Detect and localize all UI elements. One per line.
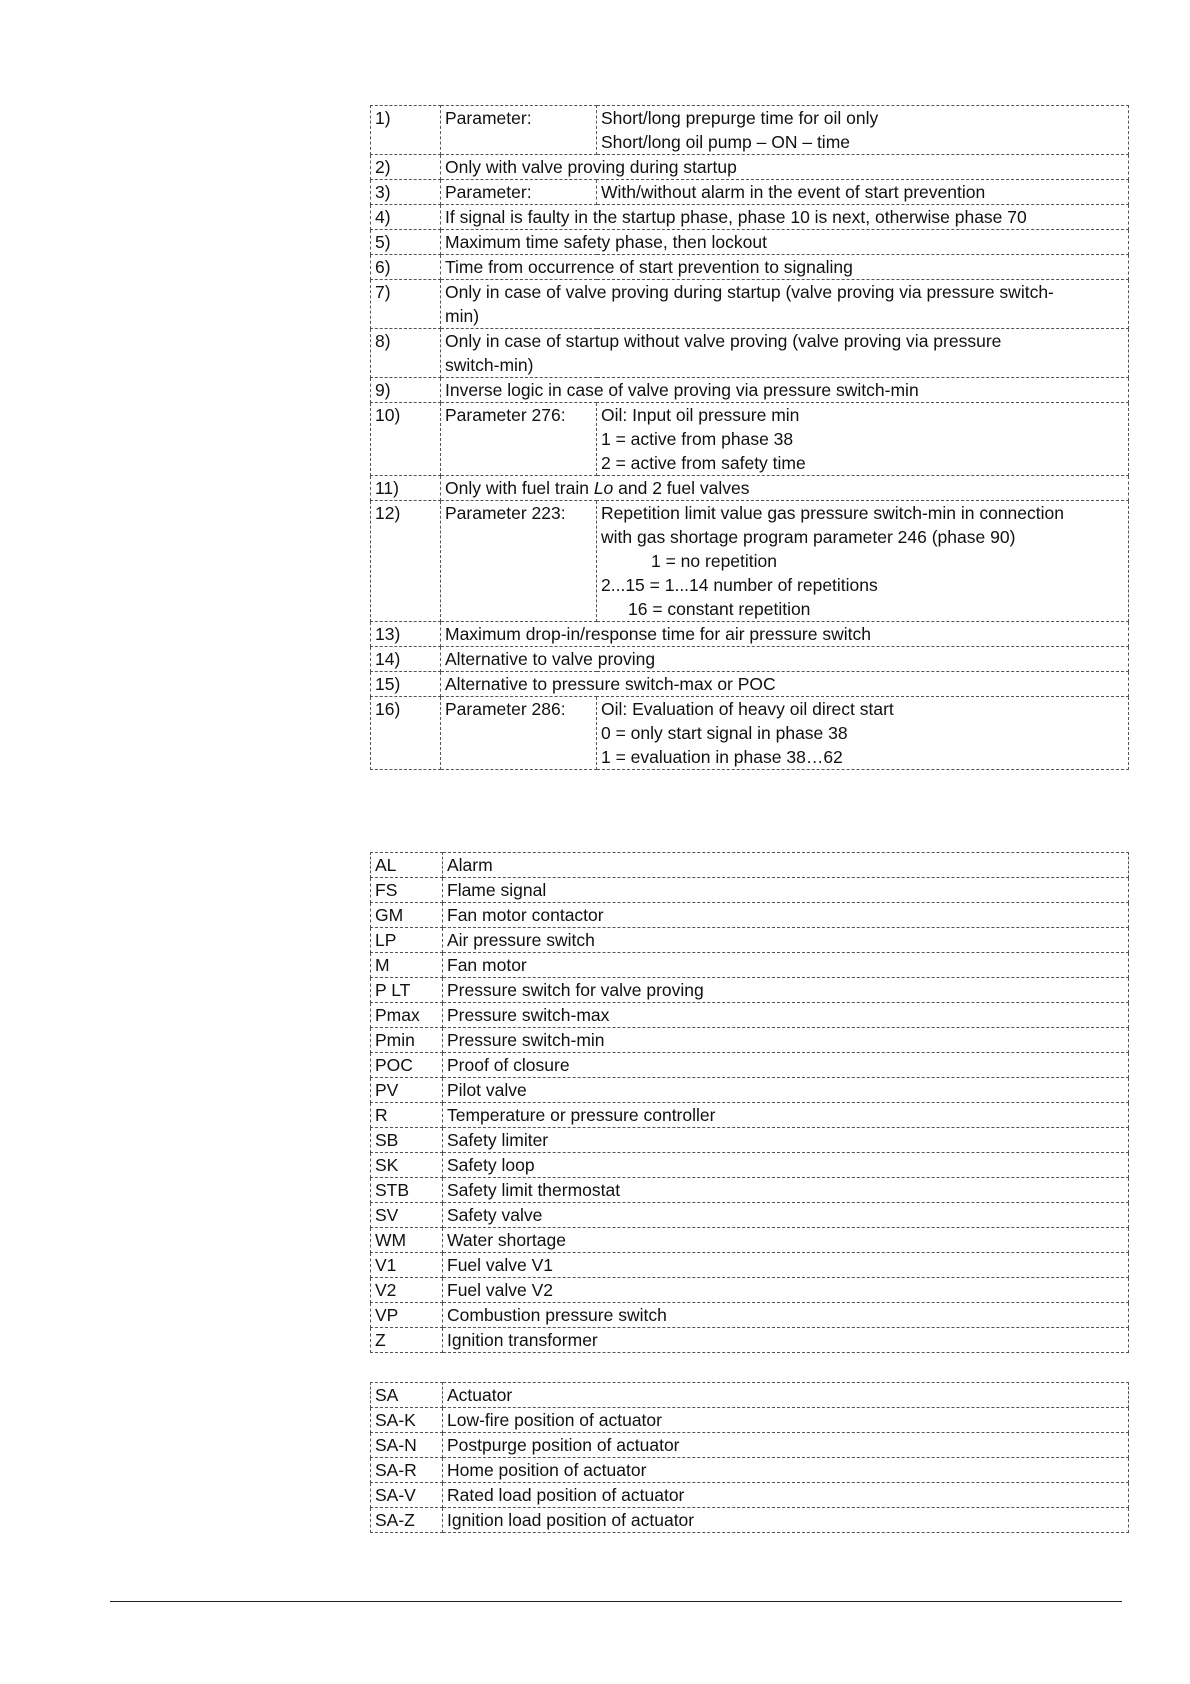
note-label: Parameter 223: [441,501,597,622]
note-label: Parameter 276: [441,403,597,476]
abbreviation-row [371,1153,1129,1178]
abbreviation-desc: Flame signal [443,878,1129,903]
note-text: Only with valve proving during startup [441,155,1129,180]
note-label: Parameter 286: [441,697,597,770]
abbreviation-desc: Combustion pressure switch [443,1303,1129,1328]
abbreviation-code: STB [371,1178,443,1203]
abbreviation-desc: Low-fire position of actuator [443,1408,1129,1433]
abbreviation-code: Pmax [371,1003,443,1028]
note-row [371,403,1129,476]
note-number: 10) [371,403,441,476]
note-text: Only in case of startup without valve proving (valve proving via pressure switch-min) [441,329,1129,378]
abbreviation-desc: Safety limit thermostat [443,1178,1129,1203]
abbreviation-row [371,1128,1129,1153]
abbreviation-row [371,1508,1129,1533]
abbreviation-row [371,1278,1129,1303]
abbreviation-code: SA-R [371,1458,443,1483]
abbreviation-row [371,853,1129,878]
note-text: Oil: Evaluation of heavy oil direct start 0 = only start signal in phase 38 1 = evaluation in phase 38…62 [597,697,1129,770]
abbreviation-desc: Temperature or pressure controller [443,1103,1129,1128]
note-text: Oil: Input oil pressure min 1 = active from phase 38 2 = active from safety time [597,403,1129,476]
note-number: 11) [371,476,441,501]
note-number: 2) [371,155,441,180]
note-text: Only with fuel train Lo and 2 fuel valves [441,476,1129,501]
abbreviation-desc: Fan motor contactor [443,903,1129,928]
abbreviation-desc: Pressure switch for valve proving [443,978,1129,1003]
abbreviation-desc: Fuel valve V1 [443,1253,1129,1278]
note-row [371,180,1129,205]
abbreviation-row [371,1053,1129,1078]
abbreviation-row [371,953,1129,978]
abbreviation-row [371,1228,1129,1253]
abbreviation-row [371,1078,1129,1103]
abbreviation-code: VP [371,1303,443,1328]
abbreviation-code: SA [371,1383,443,1408]
abbreviation-desc: Proof of closure [443,1053,1129,1078]
abbreviation-desc: Safety limiter [443,1128,1129,1153]
abbreviation-code: Pmin [371,1028,443,1053]
note-number: 16) [371,697,441,770]
abbreviation-row [371,978,1129,1003]
abbreviation-code: SA-Z [371,1508,443,1533]
abbreviation-code: V1 [371,1253,443,1278]
note-row [371,280,1129,329]
note-text: Inverse logic in case of valve proving via pressure switch-min [441,378,1129,403]
note-label: Parameter: [441,106,597,155]
abbreviation-code: GM [371,903,443,928]
abbreviation-row [371,878,1129,903]
abbreviation-desc: Fan motor [443,953,1129,978]
abbreviation-code: SA-N [371,1433,443,1458]
abbreviation-row [371,928,1129,953]
note-text: Only in case of valve proving during startup (valve proving via pressure switch- min) [441,280,1129,329]
abbreviation-row [371,1408,1129,1433]
abbreviation-desc: Ignition transformer [443,1328,1129,1353]
abbreviation-desc: Air pressure switch [443,928,1129,953]
note-row [371,647,1129,672]
abbreviation-code: SA-K [371,1408,443,1433]
abbreviation-desc: Actuator [443,1383,1129,1408]
note-number: 13) [371,622,441,647]
abbreviation-code: SA-V [371,1483,443,1508]
abbreviation-row [371,1383,1129,1408]
abbreviation-code: M [371,953,443,978]
abbreviation-code: SV [371,1203,443,1228]
abbreviation-code: LP [371,928,443,953]
note-row [371,378,1129,403]
abbreviation-row [371,1303,1129,1328]
note-row [371,255,1129,280]
abbreviation-row [371,1178,1129,1203]
note-row [371,697,1129,770]
note-row [371,329,1129,378]
actuator-abbreviations-table [370,1382,1129,1533]
abbreviation-code: AL [371,853,443,878]
note-row [371,230,1129,255]
abbreviation-code: FS [371,878,443,903]
note-text: Time from occurrence of start prevention to signaling [441,255,1129,280]
note-text: Maximum drop-in/response time for air pressure switch [441,622,1129,647]
footer-rule [110,1601,1122,1602]
abbreviation-desc: Pressure switch-min [443,1028,1129,1053]
abbreviation-code: SB [371,1128,443,1153]
note-number: 7) [371,280,441,329]
abbreviation-desc: Pressure switch-max [443,1003,1129,1028]
abbreviation-code: Z [371,1328,443,1353]
abbreviation-row [371,1458,1129,1483]
abbreviation-code: WM [371,1228,443,1253]
note-number: 9) [371,378,441,403]
abbreviation-desc: Home position of actuator [443,1458,1129,1483]
abbreviation-row [371,1433,1129,1458]
abbreviation-desc: Fuel valve V2 [443,1278,1129,1303]
note-row [371,622,1129,647]
note-text: Short/long prepurge time for oil only Short/long oil pump – ON – time [597,106,1129,155]
abbreviation-row [371,1483,1129,1508]
abbreviation-code: SK [371,1153,443,1178]
abbreviation-code: PV [371,1078,443,1103]
note-text: Maximum time safety phase, then lockout [441,230,1129,255]
note-number: 8) [371,329,441,378]
abbreviation-row [371,1028,1129,1053]
abbreviation-code: V2 [371,1278,443,1303]
note-label: Parameter: [441,180,597,205]
note-number: 14) [371,647,441,672]
abbreviation-row [371,1003,1129,1028]
abbreviation-row [371,903,1129,928]
abbreviation-desc: Alarm [443,853,1129,878]
note-text: Alternative to valve proving [441,647,1129,672]
note-row [371,205,1129,230]
abbreviation-desc: Safety loop [443,1153,1129,1178]
note-text: With/without alarm in the event of start prevention [597,180,1129,205]
note-row [371,476,1129,501]
note-number: 1) [371,106,441,155]
note-text: Alternative to pressure switch-max or POC [441,672,1129,697]
abbreviation-code: P LT [371,978,443,1003]
notes-table [370,105,1129,770]
abbreviation-desc: Safety valve [443,1203,1129,1228]
abbreviation-code: R [371,1103,443,1128]
abbreviation-row [371,1203,1129,1228]
abbreviation-desc: Water shortage [443,1228,1129,1253]
note-text: Repetition limit value gas pressure switch-min in connection with gas shortage program parameter 246 (phase 90) 1 = no repetition 2...15 = 1...14 number of repetitions 16 = constant repetition [597,501,1129,622]
abbreviations-table [370,852,1129,1353]
abbreviation-code: POC [371,1053,443,1078]
note-number: 4) [371,205,441,230]
note-number: 3) [371,180,441,205]
note-number: 15) [371,672,441,697]
note-row [371,672,1129,697]
abbreviation-row [371,1328,1129,1353]
note-number: 12) [371,501,441,622]
abbreviation-desc: Postpurge position of actuator [443,1433,1129,1458]
abbreviation-desc: Pilot valve [443,1078,1129,1103]
note-row [371,155,1129,180]
note-text: If signal is faulty in the startup phase, phase 10 is next, otherwise phase 70 [441,205,1129,230]
abbreviation-row [371,1103,1129,1128]
note-row [371,106,1129,155]
note-number: 6) [371,255,441,280]
note-number: 5) [371,230,441,255]
note-row [371,501,1129,622]
abbreviation-row [371,1253,1129,1278]
abbreviation-desc: Ignition load position of actuator [443,1508,1129,1533]
abbreviation-desc: Rated load position of actuator [443,1483,1129,1508]
